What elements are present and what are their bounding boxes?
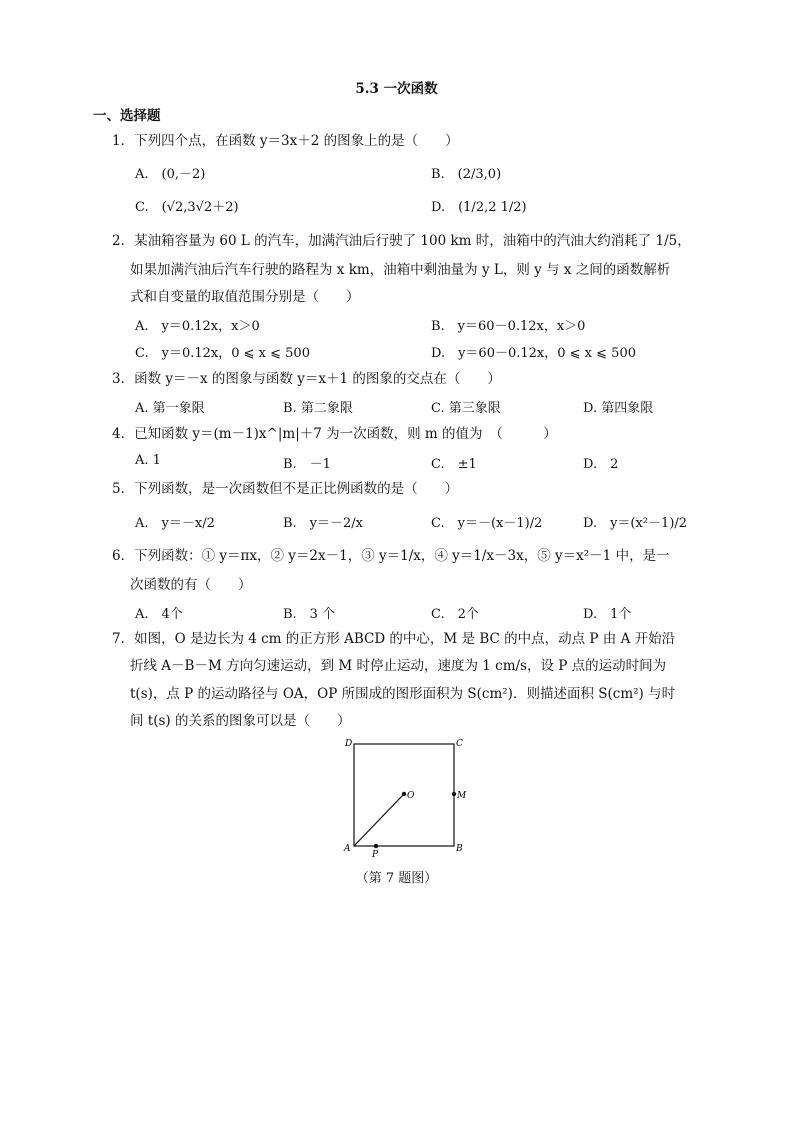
question-1-option-d: D. (1/2,2 1/2)	[431, 200, 527, 215]
section-heading: 一、选择题	[93, 108, 161, 124]
question-5-option-d: D. y＝(x²－1)/2	[583, 516, 688, 531]
question-2-option-d: D. y＝60－0.12x，0 ⩽ x ⩽ 500	[431, 346, 636, 361]
label-c: C	[456, 739, 463, 749]
label-m: M	[457, 791, 467, 801]
question-1-stem: 1．下列四个点，在函数 y＝3x＋2 的图象上的是（ ）	[112, 133, 459, 149]
point-m	[452, 792, 456, 796]
question-3-option-c: C. 第三象限	[431, 401, 501, 416]
question-1-option-a: A. (0,－2)	[135, 167, 206, 182]
question-5-option-c: C. y＝－(x－1)/2	[431, 516, 543, 531]
question-4-option-b: B. －1	[283, 457, 331, 472]
point-p	[374, 844, 378, 848]
label-d: D	[345, 739, 353, 749]
question-2-stem-line-2: 如果加满汽油后汽车行驶的路程为 x km，油箱中剩油量为 y L，则 y 与 x 之间的函数解析	[130, 262, 671, 278]
question-3-option-d: D. 第四象限	[583, 401, 654, 416]
question-6-option-c: C. 2个	[431, 607, 479, 622]
question-6-option-b: B. 3 个	[283, 607, 336, 622]
question-3-stem: 3．函数 y＝－x 的图象与函数 y＝x＋1 的图象的交点在（ ）	[112, 371, 501, 387]
question-2-stem-line-3: 式和自变量的取值范围分别是（ ）	[130, 289, 360, 305]
question-4-option-c: C. ±1	[431, 457, 477, 472]
question-2-option-c: C. y＝0.12x，0 ⩽ x ⩽ 500	[135, 346, 310, 361]
question-5-option-a: A. y＝－x/2	[135, 516, 215, 531]
question-4-option-a: A. 1	[135, 453, 161, 468]
question-4-option-d: D. 2	[583, 457, 619, 472]
question-7-stem-line-1: 7．如图，O 是边长为 4 cm 的正方形 ABCD 的中心，M 是 BC 的中点，动点 P 由 A 开始沿	[112, 631, 676, 647]
label-o: O	[407, 791, 415, 801]
question-6-option-d: D. 1个	[583, 607, 632, 622]
question-1-option-c: C. (√2,3√2＋2)	[135, 200, 239, 215]
label-p: P	[372, 850, 379, 860]
question-2-option-b: B. y＝60－0.12x，x＞0	[431, 319, 586, 334]
question-6-option-a: A. 4个	[135, 607, 183, 622]
question-2-option-a: A. y＝0.12x，x＞0	[135, 319, 260, 334]
label-b: B	[456, 844, 463, 854]
question-5-stem: 5．下列函数，是一次函数但不是正比例函数的是（ ）	[112, 481, 459, 497]
question-7-stem-line-4: 间 t(s) 的关系的图象可以是（ ）	[130, 713, 351, 729]
point-o	[402, 792, 406, 796]
question-5-option-b: B. y＝－2/x	[283, 516, 364, 531]
question-2-stem-line-1: 2．某油箱容量为 60 L 的汽车，加满汽油后行驶了 100 km 时，油箱中的汽油大约消耗了 1/5，	[112, 233, 691, 249]
segment-oa	[354, 794, 404, 846]
figure-caption: （第 7 题图）	[355, 871, 438, 886]
question-4-stem: 4．已知函数 y＝(m－1)x^|m|＋7 为一次函数，则 m 的值为 （ ）	[112, 426, 557, 442]
question-6-stem-line-1: 6．下列函数：① y＝πx，② y＝2x－1，③ y＝1/x，④ y＝1/x－3x，⑤ y＝x²－1 中，是一	[112, 548, 670, 564]
question-3-option-a: A. 第一象限	[135, 401, 205, 416]
question-3-option-b: B. 第二象限	[283, 401, 353, 416]
question-1-option-b: B. (2/3,0)	[431, 167, 502, 182]
question-6-stem-line-2: 次函数的有（ ）	[130, 577, 252, 593]
question-7-stem-line-2: 折线 A－B－M 方向匀速运动，到 M 时停止运动，速度为 1 cm/s，设 P 点的运动时间为	[130, 658, 667, 674]
question-7-stem-line-3: t(s)，点 P 的运动路径与 OA，OP 所围成的图形面积为 S(cm²)．则描述面积 S(cm²) 与时	[130, 686, 676, 702]
square-figure	[340, 735, 470, 860]
label-a: A	[344, 844, 351, 854]
page-title: 5.3 一次函数	[355, 81, 438, 97]
